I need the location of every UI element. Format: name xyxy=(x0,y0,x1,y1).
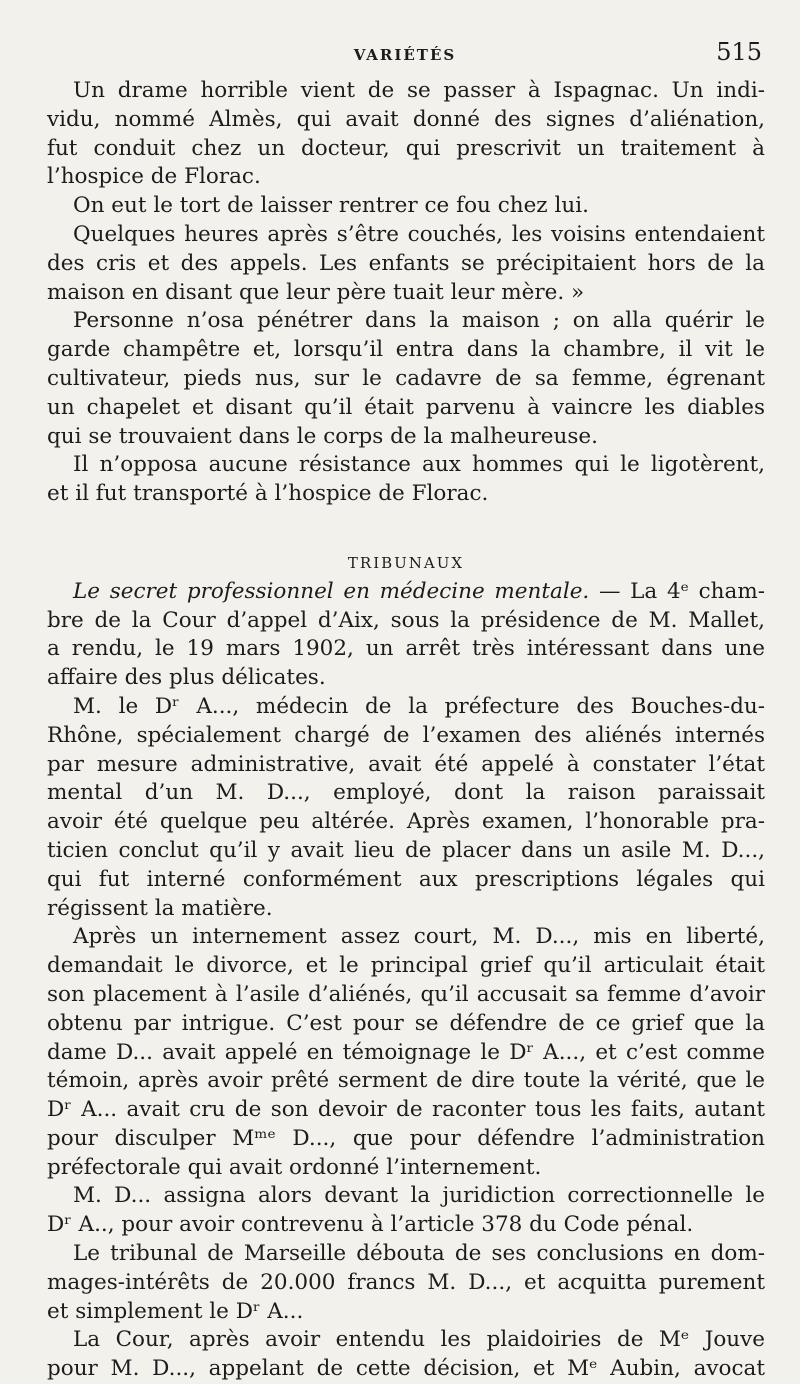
paragraph xyxy=(47,221,765,307)
text-line: Dʳ A... avait cru de son devoir de raconter tous les faits, autant xyxy=(47,1097,765,1123)
text-line: pour disculper Mᵐᵉ D..., que pour défendre l’administration xyxy=(47,1125,765,1151)
bottom-paragraphs xyxy=(47,607,765,1384)
text-line: La Cour, après avoir entendu les plaidoiries de Mᵉ Jouve xyxy=(73,1327,765,1353)
text-line: préfectorale qui avait ordonné l’internement. xyxy=(47,1154,542,1180)
text-line: témoin, après avoir prêté serment de dire toute la vérité, que le xyxy=(47,1068,765,1094)
text-line: par mesure administrative, avait été appelé à constater l’état xyxy=(47,751,765,777)
top-paragraphs xyxy=(47,77,765,509)
text-line: qui fut interné conformément aux prescriptions légales qui xyxy=(47,866,765,892)
lead-italic-title: Le secret professionnel en médecine mentale. xyxy=(73,578,590,604)
text-line: son placement à l’asile d’aliénés, qu’il accusait sa femme d’avoir xyxy=(47,981,765,1007)
text-line: pour M. D..., appelant de cette décision, et Mᵉ Aubin, avocat xyxy=(47,1356,765,1382)
paragraph xyxy=(47,77,765,192)
text-line: Un drame horrible vient de se passer à Ispagnac. Un indi- xyxy=(73,78,765,103)
text-line: Quelques heures après s’être couchés, les voisins entendaient xyxy=(73,221,765,247)
text-line: obtenu par intrigue. C’est pour se défendre de ce grief que la xyxy=(47,1010,765,1036)
section-title: TRIBUNAUX xyxy=(347,553,465,572)
text-line: Personne n’osa pénétrer dans la maison ; on alla quérir le xyxy=(73,308,765,334)
text-line: Rhône, spécialement chargé de l’examen des aliénés internés xyxy=(47,722,765,748)
text-line: mental d’un M. D..., employé, dont la raison paraissait xyxy=(47,780,765,806)
page-header xyxy=(48,38,762,70)
text-line: On eut le tort de laisser rentrer ce fou chez lui. xyxy=(73,193,589,219)
text-line: bre de la Cour d’appel d’Aix, sous la présidence de M. Mallet, xyxy=(47,607,765,633)
text-line: des cris et des appels. Les enfants se précipitaient hors de la xyxy=(47,250,765,276)
text-line: a rendu, le 19 mars 1902, un arrêt très intéressant dans une xyxy=(47,636,765,662)
text-line: régissent la matière. xyxy=(47,895,273,921)
paragraph xyxy=(47,607,765,693)
text-line: garde champêtre et, lorsqu’il entra dans la chambre, il vit le xyxy=(47,337,765,363)
paragraph xyxy=(47,1240,765,1326)
paragraph xyxy=(47,1326,765,1384)
text-line: Il n’opposa aucune résistance aux hommes qui le ligotèrent, xyxy=(73,452,765,478)
page-number: 515 xyxy=(716,38,762,66)
body-text xyxy=(47,77,765,1384)
text-line: un chapelet et disant qu’il était parvenu à vaincre les diables xyxy=(47,394,765,420)
lead-rest: — La 4ᵉ cham- xyxy=(589,578,765,604)
text-line: l’hospice de Florac. xyxy=(47,164,261,190)
text-line: M. D... assigna alors devant la juridiction correctionnelle le xyxy=(73,1183,765,1209)
text-line: et il fut transporté à l’hospice de Florac. xyxy=(47,481,489,507)
text-line: M. le Dʳ A..., médecin de la préfecture des Bouches-du- xyxy=(73,693,765,719)
text-line: mages-intérêts de 20.000 francs M. D..., et acquitta purement xyxy=(47,1269,765,1295)
text-line: et simplement le Dʳ A... xyxy=(47,1298,304,1324)
paragraph xyxy=(47,1182,765,1240)
text-line: demandait le divorce, et le principal grief qu’il articulait était xyxy=(47,953,765,979)
text-line: fut conduit chez un docteur, qui prescrivit un traitement à xyxy=(47,135,765,161)
lead-line xyxy=(47,578,765,607)
text-line: Après un internement assez court, M. D..., mis en liberté, xyxy=(73,924,765,950)
text-line: affaire des plus délicates. xyxy=(47,665,326,691)
paragraph xyxy=(47,923,765,1182)
paragraph xyxy=(47,192,765,221)
text-line: vidu, nommé Almès, qui avait donné des signes d’aliénation, xyxy=(47,106,765,132)
text-line: qui se trouvaient dans le corps de la malheureuse. xyxy=(47,423,598,449)
text-line: Le tribunal de Marseille débouta de ses conclusions en dom- xyxy=(73,1241,765,1267)
running-title: VARIÉTÉS xyxy=(353,46,457,64)
paragraph xyxy=(47,451,765,509)
paragraph xyxy=(47,307,765,451)
text-line: cultivateur, pieds nus, sur le cadavre de sa femme, égrenant xyxy=(47,365,765,391)
text-line: Dʳ A.., pour avoir contrevenu à l’article 378 du Code pénal. xyxy=(47,1212,694,1238)
paragraph xyxy=(47,693,765,923)
text-line: avoir été quelque peu altérée. Après examen, l’honorable pra- xyxy=(47,809,765,835)
text-line: dame D... avait appelé en témoignage le Dʳ A..., et c’est comme xyxy=(47,1039,765,1065)
text-line: ticien conclut qu’il y avait lieu de placer dans un asile M. D..., xyxy=(47,837,765,863)
text-line: maison en disant que leur père tuait leur mère. » xyxy=(47,279,585,305)
